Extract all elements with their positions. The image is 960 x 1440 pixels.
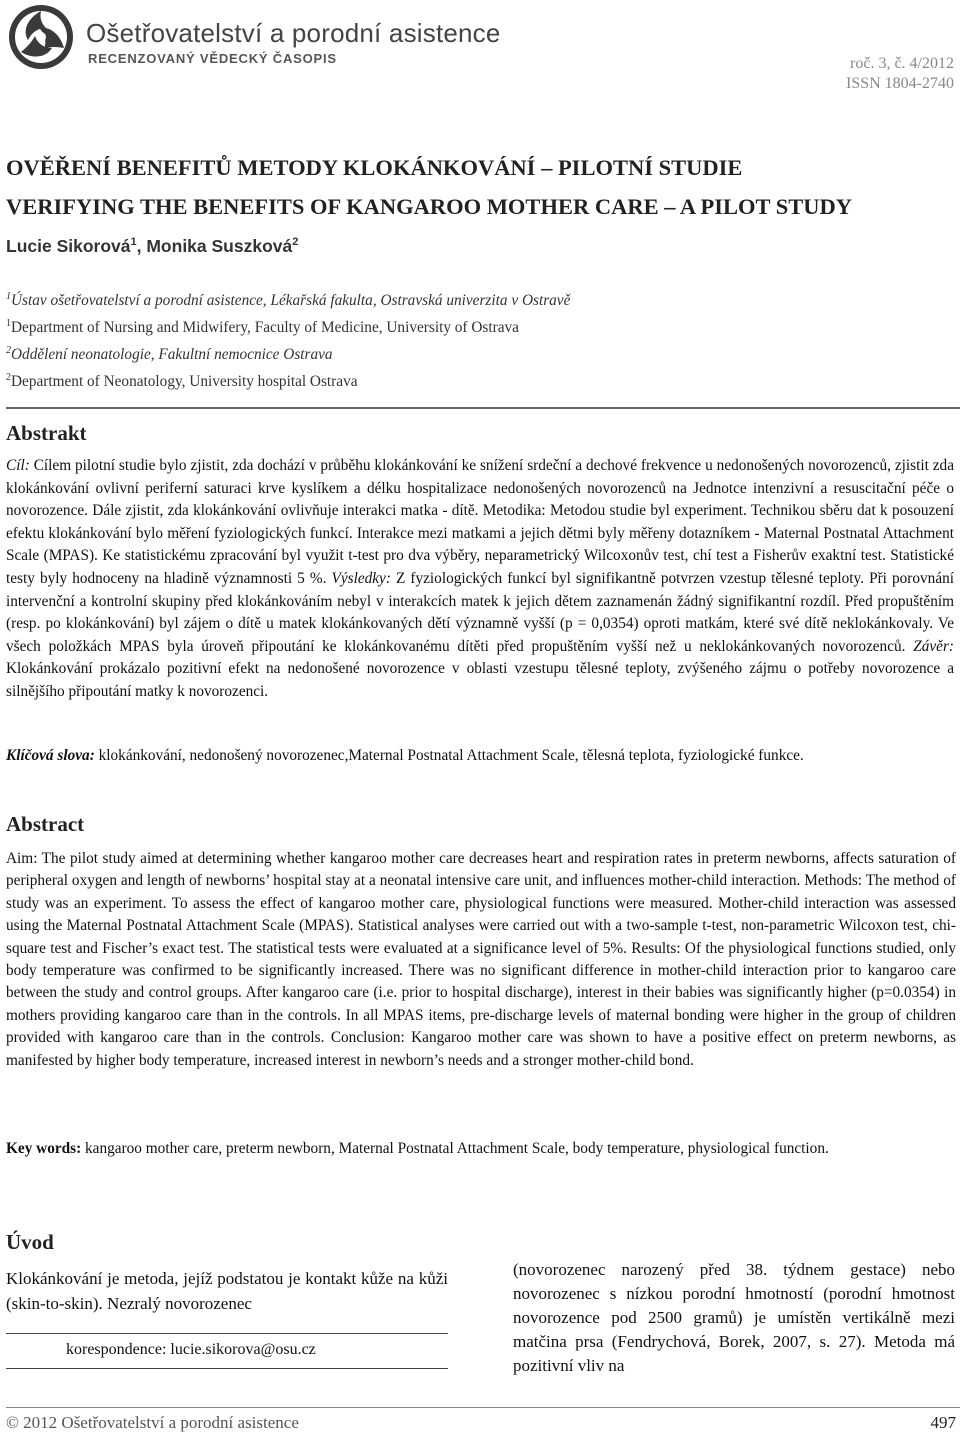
author-separator: , [136,236,147,256]
affiliation-1-en: $^1$Department of Nursing and Midwifery, Faculty of Medicine, University of Ostrava [6,318,519,337]
title-english: VERIFYING THE BENEFITS OF KANGAROO MOTHER CARE – A PILOT STUDY [6,194,852,219]
authors [6,236,298,257]
journal-logo-icon [8,4,74,70]
keywords-czech: Klíčová slova: klokánkování, nedonošený novorozenec,Maternal Postnatal Attachment Scale, tělesná teplota, fyziologické funkce. [6,747,804,764]
author-2-affil: 2 [292,236,299,249]
correspondence-rule-top [6,1333,448,1334]
affiliation-2-en: $^2$Department of Neonatology, University hospital Ostrava [6,372,358,391]
divider [6,407,960,409]
journal-header [6,4,954,94]
introduction-right-column: (novorozenec narozený před 38. týdnem gestace) nebo novorozenec s nízkou porodní hmotností (porodní hmotnost novorozence pod 2500 gramů) je umístěn vertikálně mezi matčina prsa (Fendrychová, Borek, 2007, s. 27). Metoda má pozitivní vliv na [513,1260,955,1375]
author-2: Monika Suszková [146,236,293,256]
journal-subtitle: RECENZOVANÝ VĚDECKÝ ČASOPIS [88,51,337,66]
abstrakt-heading: Abstrakt [6,421,87,445]
abstrakt-body: Cíl: Cílem pilotní studie bylo zjistit, zda dochází v průběhu klokánkování ke snížení srdeční a dechové frekvence u nedonošených novorozenců, zjistit zda klokánkování ovlivní periferní saturaci krve kyslíkem a délku hospitalizace nedonošených novorozenců na Jednotce intenzivní a resuscitační péče o novorozence. Dále zjistit, zda klokánkování ovlivňuje interakci matka - dítě. Metodika: Metodou studie byl experiment. Technikou sběru dat k posouzení efektu klokánkování bylo měření fyziologických funkcí. Interakce mezi matkami a jejich dětmi byly měřeny dotazníkem - Maternal Postnatal Attachment Scale (MPAS). Ke statistickému zpracování byl využit t-test pro dva výběry, neparametrický Wilcoxonův test, chí test a Fisherův exaktní test. Statistické testy byly hodnoceny na hladině významnosti 5 %. Výsledky: Z fyziologických funkcí byl signifikantně potvrzen vzestup tělesné teploty. Při porovnání intervenční a kontrolní skupiny před klokánkováním nebyl v interakcích matek k jejich dětem zaznamenán žádný signifikantní rozdíl. Před propuštěním (resp. po klokánkování) byl zájem o dítě u matek klokánkovaných dětí významně vyšší (p = 0,0354) oproti matkám, které své dítě neklokánkovaly. Ve všech položkách MPAS byla úroveň připoutání ke klokánkovanému dítěti před propuštěním vyšší než u neklokánkovaných novorozenců. Závěr: Klokánkování prokázalo pozitivní efekt na nedonošené novorozence v oblasti vzestupu tělesné teploty, zvýšeného zájmu o potřeby novorozence a silnějšího připoutání matky k novorozenci. [6,457,955,700]
correspondence: korespondence: lucie.sikorova@osu.cz [66,1341,316,1358]
introduction-left-column: Klokánkování je metoda, jejíž podstatou je kontakt kůže na kůži (skin-to-skin). Nezralý novorozenec [6,1269,448,1313]
page-number: 497 [930,1413,956,1432]
affiliation-2-cz: $^2$Oddělení neonatologie, Fakultní nemocnice Ostrava [6,345,333,364]
author-1-affil: 1 [130,236,137,249]
author-1: Lucie Sikorová [6,236,131,256]
correspondence-rule-bottom [6,1368,448,1369]
title-czech: OVĚŘENÍ BENEFITŮ METODY KLOKÁNKOVÁNÍ – PILOTNÍ STUDIE [6,155,743,180]
affiliation-1-cz: $^1$Ústav ošetřovatelství a porodní asistence, Lékařská fakulta, Ostravská univerzita v Ostravě [6,291,571,310]
introduction-heading: Úvod [6,1230,54,1254]
footer-divider [6,1407,960,1408]
issn: ISSN 1804-2740 [845,75,954,92]
keywords-english: Key words: kangaroo mother care, preterm newborn, Maternal Postnatal Attachment Scale, body temperature, physiological function. [6,1140,829,1157]
abstract-heading: Abstract [6,812,85,836]
journal-name: Ošetřovatelství a porodní asistence [86,18,501,48]
issue-number: roč. 3, č. 4/2012 [850,55,954,72]
article-titles [6,148,954,226]
issue-info [846,54,954,94]
affiliations [6,285,954,393]
footer-copyright: © 2012 Ošetřovatelství a porodní asistence [6,1413,299,1432]
abstract-body: Aim: The pilot study aimed at determining whether kangaroo mother care decreases heart and respiration rates in preterm newborns, affects saturation of peripheral oxygen and length of newborns’ hospital stay at a neonatal intensive care unit, and influences mother-child interaction. Methods: The method of study was an experiment. To assess the effect of kangaroo mother care, physiological functions were measured. Mother-child interaction was assessed using the Maternal Postnatal Attachment Scale (MPAS). Statistical analyses were carried out with a two-sample t-test, non-parametric Wilcoxon test, chi-square test and Fischer’s exact test. The statistical tests were evaluated at a significance level of 5%. Results: Of the physiological functions studied, only body temperature was confirmed to be significantly increased. There was no significant difference in mother-child interaction prior to kangaroo care between the study and control groups. After kangaroo care (i.e. prior to hospital discharge), interest in their babies was significantly higher (p=0.0354) in mothers providing kangaroo care than in the controls. In all MPAS items, pre-discharge levels of maternal bonding were higher in the group of children provided with kangaroo care than in the controls. Conclusion: Kangaroo mother care was shown to have a positive effect on preterm newborns, as manifested by higher body temperature, increased interest in newborn’s needs and a stronger mother-child bond. [6,850,956,1069]
